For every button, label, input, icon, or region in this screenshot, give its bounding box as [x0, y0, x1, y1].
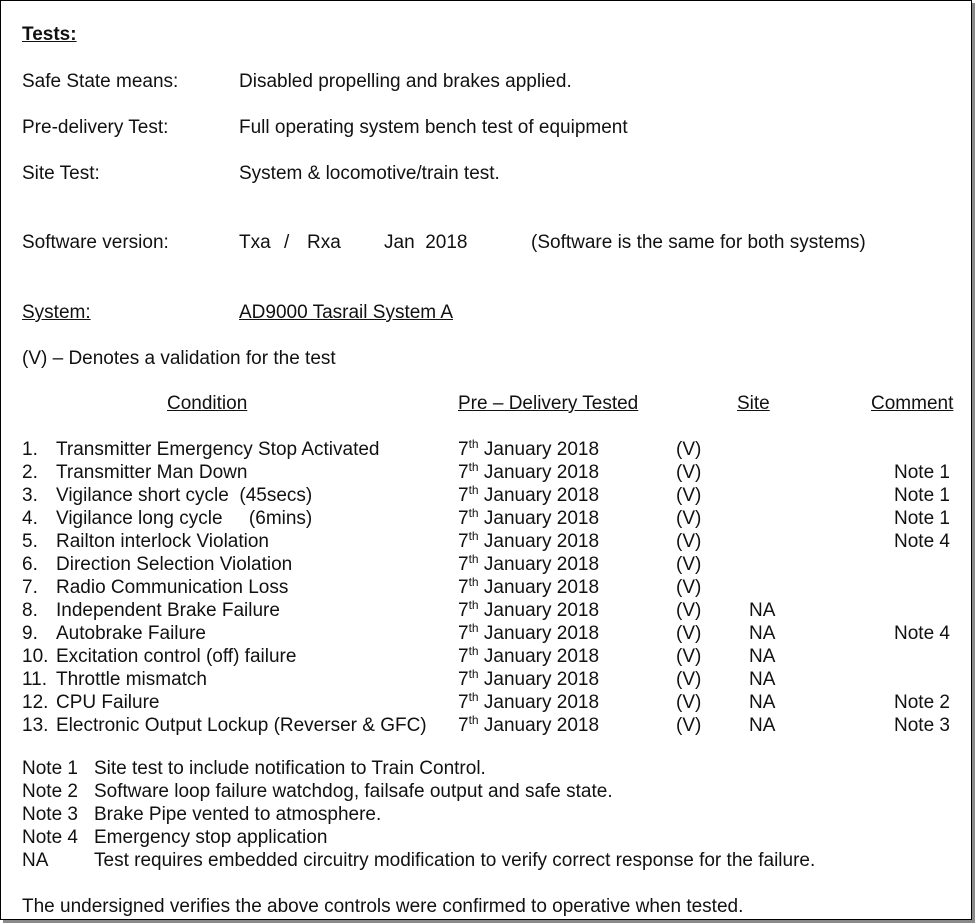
row-comment: Note 3: [894, 715, 950, 736]
row-number: 13.: [22, 715, 49, 736]
note-key: Note 1: [22, 758, 78, 779]
row-pre-delivery-date: [458, 623, 599, 645]
row-site: NA: [749, 600, 776, 621]
row-pre-delivery-date: [458, 462, 599, 484]
date-ordinal-suffix: th: [468, 552, 479, 566]
software-date: Jan 2018: [384, 232, 468, 253]
safe-state-value: Disabled propelling and brakes applied.: [239, 71, 572, 92]
row-validation-mark: (V): [676, 623, 702, 644]
date-month-year: January 2018: [483, 623, 600, 644]
date-ordinal-suffix: th: [468, 506, 479, 520]
date-day: 7: [458, 508, 469, 529]
system-value: AD9000 Tasrail System A: [239, 302, 454, 323]
row-validation-mark: (V): [676, 462, 702, 483]
note-text: Software loop failure watchdog, failsafe output and safe state.: [94, 781, 613, 802]
row-comment: Note 2: [894, 692, 950, 713]
site-test-label: Site Test:: [22, 163, 100, 184]
software-version-label: Software version:: [22, 232, 169, 253]
row-number: 10.: [22, 646, 49, 667]
date-month-year: January 2018: [483, 508, 600, 529]
date-month-year: January 2018: [483, 692, 600, 713]
row-pre-delivery-date: [458, 669, 599, 691]
row-pre-delivery-date: [458, 715, 599, 737]
row-validation-mark: (V): [676, 669, 702, 690]
note-key: Note 2: [22, 781, 78, 802]
row-condition: Vigilance short cycle (45secs): [56, 485, 313, 506]
row-validation-mark: (V): [676, 554, 702, 575]
date-month-year: January 2018: [483, 531, 600, 552]
row-validation-mark: (V): [676, 600, 702, 621]
column-header-comment: Comment: [871, 393, 954, 414]
date-day: 7: [458, 485, 469, 506]
row-condition: Throttle mismatch: [56, 669, 207, 690]
row-condition: Radio Communication Loss: [56, 577, 289, 598]
date-day: 7: [458, 554, 469, 575]
system-label: System:: [22, 302, 91, 323]
safe-state-label: Safe State means:: [22, 71, 179, 92]
date-ordinal-suffix: th: [468, 483, 479, 497]
date-ordinal-suffix: th: [468, 575, 479, 589]
row-number: 5.: [22, 531, 38, 552]
note-key: Note 4: [22, 827, 78, 848]
date-month-year: January 2018: [483, 646, 600, 667]
software-note: (Software is the same for both systems): [531, 232, 866, 253]
row-condition: Electronic Output Lockup (Reverser & GFC): [56, 715, 427, 736]
date-month-year: January 2018: [483, 462, 600, 483]
row-condition: Transmitter Man Down: [56, 462, 248, 483]
row-site: NA: [749, 646, 776, 667]
row-comment: Note 1: [894, 508, 950, 529]
verification-statement: The undersigned verifies the above controls were confirmed to operative when tested.: [22, 896, 744, 917]
note-text: Site test to include notification to Train Control.: [94, 758, 486, 779]
date-ordinal-suffix: th: [468, 690, 479, 704]
note-key: NA: [22, 850, 49, 871]
row-condition: Excitation control (off) failure: [56, 646, 297, 667]
column-header-condition: Condition: [167, 393, 248, 414]
date-ordinal-suffix: th: [468, 598, 479, 612]
date-day: 7: [458, 646, 469, 667]
row-number: 8.: [22, 600, 38, 621]
row-condition: Direction Selection Violation: [56, 554, 293, 575]
date-ordinal-suffix: th: [468, 460, 479, 474]
row-site: NA: [749, 692, 776, 713]
row-validation-mark: (V): [676, 531, 702, 552]
row-pre-delivery-date: [458, 508, 599, 530]
software-tx: Txa: [239, 232, 271, 253]
row-number: 11.: [22, 669, 48, 690]
date-day: 7: [458, 692, 469, 713]
tests-heading: Tests:: [22, 24, 77, 45]
row-pre-delivery-date: [458, 600, 599, 622]
row-condition: Vigilance long cycle (6mins): [56, 508, 313, 529]
date-day: 7: [458, 462, 469, 483]
row-pre-delivery-date: [458, 485, 599, 507]
note-key: Note 3: [22, 804, 78, 825]
row-number: 2.: [22, 462, 38, 483]
note-text: Emergency stop application: [94, 827, 328, 848]
validation-note: (V) – Denotes a validation for the test: [22, 348, 336, 369]
row-validation-mark: (V): [676, 646, 702, 667]
date-day: 7: [458, 715, 469, 736]
date-ordinal-suffix: th: [468, 529, 479, 543]
date-month-year: January 2018: [483, 439, 600, 460]
row-number: 12.: [22, 692, 49, 713]
row-site: NA: [749, 623, 776, 644]
row-pre-delivery-date: [458, 646, 599, 668]
date-day: 7: [458, 623, 469, 644]
row-validation-mark: (V): [676, 715, 702, 736]
row-validation-mark: (V): [676, 692, 702, 713]
row-number: 6.: [22, 554, 38, 575]
row-comment: Note 1: [894, 485, 950, 506]
row-number: 4.: [22, 508, 38, 529]
date-month-year: January 2018: [483, 554, 600, 575]
row-comment: Note 1: [894, 462, 950, 483]
row-site: NA: [749, 669, 776, 690]
software-separator: /: [284, 232, 290, 253]
row-validation-mark: (V): [676, 577, 702, 598]
row-pre-delivery-date: [458, 577, 599, 599]
column-header-pre-delivery: Pre – Delivery Tested: [458, 393, 639, 414]
pre-delivery-label: Pre-delivery Test:: [22, 117, 169, 138]
date-day: 7: [458, 439, 469, 460]
date-day: 7: [458, 669, 469, 690]
date-month-year: January 2018: [483, 600, 600, 621]
row-comment: Note 4: [894, 623, 950, 644]
row-number: 9.: [22, 623, 38, 644]
date-day: 7: [458, 577, 469, 598]
row-site: NA: [749, 715, 776, 736]
date-ordinal-suffix: th: [468, 621, 479, 635]
date-month-year: January 2018: [483, 485, 600, 506]
pre-delivery-value: Full operating system bench test of equipment: [239, 117, 628, 138]
date-month-year: January 2018: [483, 715, 600, 736]
row-condition: Autobrake Failure: [56, 623, 206, 644]
note-text: Brake Pipe vented to atmosphere.: [94, 804, 382, 825]
date-ordinal-suffix: th: [468, 437, 479, 451]
row-condition: Independent Brake Failure: [56, 600, 280, 621]
site-test-value: System & locomotive/train test.: [239, 163, 500, 184]
row-condition: CPU Failure: [56, 692, 160, 713]
date-month-year: January 2018: [483, 577, 600, 598]
date-day: 7: [458, 531, 469, 552]
row-condition: Transmitter Emergency Stop Activated: [56, 439, 380, 460]
date-day: 7: [458, 600, 469, 621]
row-pre-delivery-date: [458, 692, 599, 714]
date-month-year: January 2018: [483, 669, 600, 690]
row-number: 1.: [22, 439, 38, 460]
row-validation-mark: (V): [676, 439, 702, 460]
row-number: 7.: [22, 577, 38, 598]
software-rx: Rxa: [307, 232, 341, 253]
row-number: 3.: [22, 485, 38, 506]
column-header-site: Site: [737, 393, 770, 414]
row-pre-delivery-date: [458, 439, 599, 461]
row-pre-delivery-date: [458, 531, 599, 553]
row-condition: Railton interlock Violation: [56, 531, 269, 552]
date-ordinal-suffix: th: [468, 667, 479, 681]
row-validation-mark: (V): [676, 485, 702, 506]
row-comment: Note 4: [894, 531, 950, 552]
row-pre-delivery-date: [458, 554, 599, 576]
date-ordinal-suffix: th: [468, 644, 479, 658]
date-ordinal-suffix: th: [468, 713, 479, 727]
note-text: Test requires embedded circuitry modification to verify correct response for the failure.: [94, 850, 816, 871]
row-validation-mark: (V): [676, 508, 702, 529]
